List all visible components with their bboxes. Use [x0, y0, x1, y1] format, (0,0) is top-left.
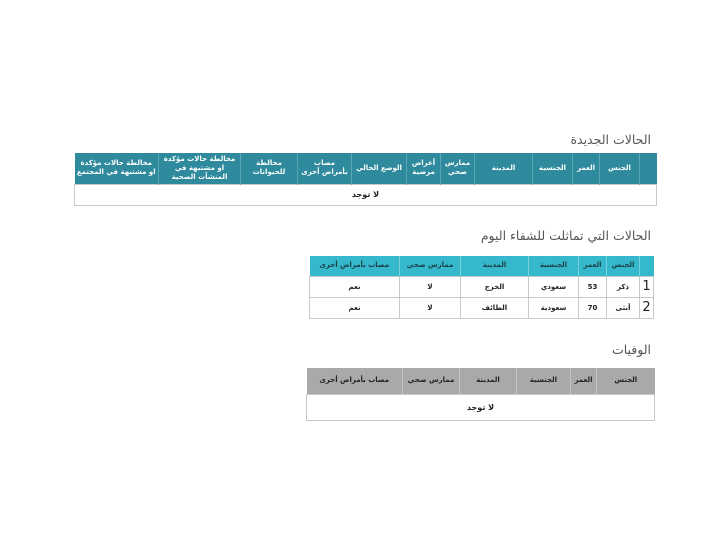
- cell-city: الطائف: [461, 297, 529, 318]
- header-other-diseases: مصاب بأمراض أخرى: [307, 368, 403, 394]
- header-current-status: الوضع الحالي: [352, 153, 407, 184]
- cell-nationality: سعودي: [529, 276, 579, 297]
- header-city: المدينة: [460, 368, 517, 394]
- header-cell: [640, 153, 657, 184]
- deaths-title: الوفيات: [611, 342, 651, 357]
- recovered-title: الحالات التي تماثلت للشفاء اليوم: [480, 228, 651, 243]
- header-health-worker: ممارس صحي: [400, 256, 461, 276]
- header-health-worker: ممارس صحي: [403, 368, 460, 394]
- cell-nationality: سعودية: [529, 297, 579, 318]
- header-age: العمر: [579, 256, 607, 276]
- header-community-contact: مخالطة حالات مؤكدة او مشتبهة في المجتمع: [75, 153, 159, 184]
- header-gender: الجنس: [607, 256, 640, 276]
- cell-health-worker: لا: [400, 276, 461, 297]
- header-nationality: الجنسية: [517, 368, 571, 394]
- header-gender: الجنس: [600, 153, 640, 184]
- deaths-header-row: [307, 368, 655, 394]
- row-index: 1: [640, 276, 654, 297]
- empty-message: لا توجد: [75, 184, 657, 205]
- header-nationality: الجنسية: [529, 256, 579, 276]
- new-cases-title: الحالات الجديدة: [570, 132, 651, 147]
- cell-health-worker: لا: [400, 297, 461, 318]
- header-age: العمر: [571, 368, 597, 394]
- cell-gender: ذكر: [607, 276, 640, 297]
- table-row: [310, 297, 654, 318]
- recovered-table: [309, 256, 654, 319]
- table-row: [310, 276, 654, 297]
- empty-message: لا توجد: [307, 394, 655, 420]
- header-age: العمر: [573, 153, 600, 184]
- row-index: 2: [640, 297, 654, 318]
- header-other-diseases: مصاب بأمراض أخرى: [298, 153, 352, 184]
- recovered-header-row: [310, 256, 654, 276]
- header-animal-contact: مخالطة للحيوانات: [241, 153, 298, 184]
- header-city: المدينة: [461, 256, 529, 276]
- header-nationality: الجنسية: [533, 153, 573, 184]
- cell-gender: أنثى: [607, 297, 640, 318]
- header-cell: [640, 256, 654, 276]
- cell-other-diseases: نعم: [310, 276, 400, 297]
- cell-other-diseases: نعم: [310, 297, 400, 318]
- new-cases-table: [74, 153, 657, 206]
- deaths-table: [306, 368, 655, 421]
- header-health-worker: ممارس صحي: [441, 153, 475, 184]
- table-row: [75, 184, 657, 205]
- header-facility-contact: مخالطة حالات مؤكدة او مشتبهة في المنشآت الصحية: [159, 153, 241, 184]
- header-symptoms: أعراض مرضية: [407, 153, 441, 184]
- header-other-diseases: مصاب بأمراض أخرى: [310, 256, 400, 276]
- cell-city: الخرج: [461, 276, 529, 297]
- header-city: المدينة: [475, 153, 533, 184]
- cell-age: 70: [579, 297, 607, 318]
- table-row: [307, 394, 655, 420]
- new-cases-header-row: [75, 153, 657, 184]
- cell-age: 53: [579, 276, 607, 297]
- header-gender: الجنس: [597, 368, 655, 394]
